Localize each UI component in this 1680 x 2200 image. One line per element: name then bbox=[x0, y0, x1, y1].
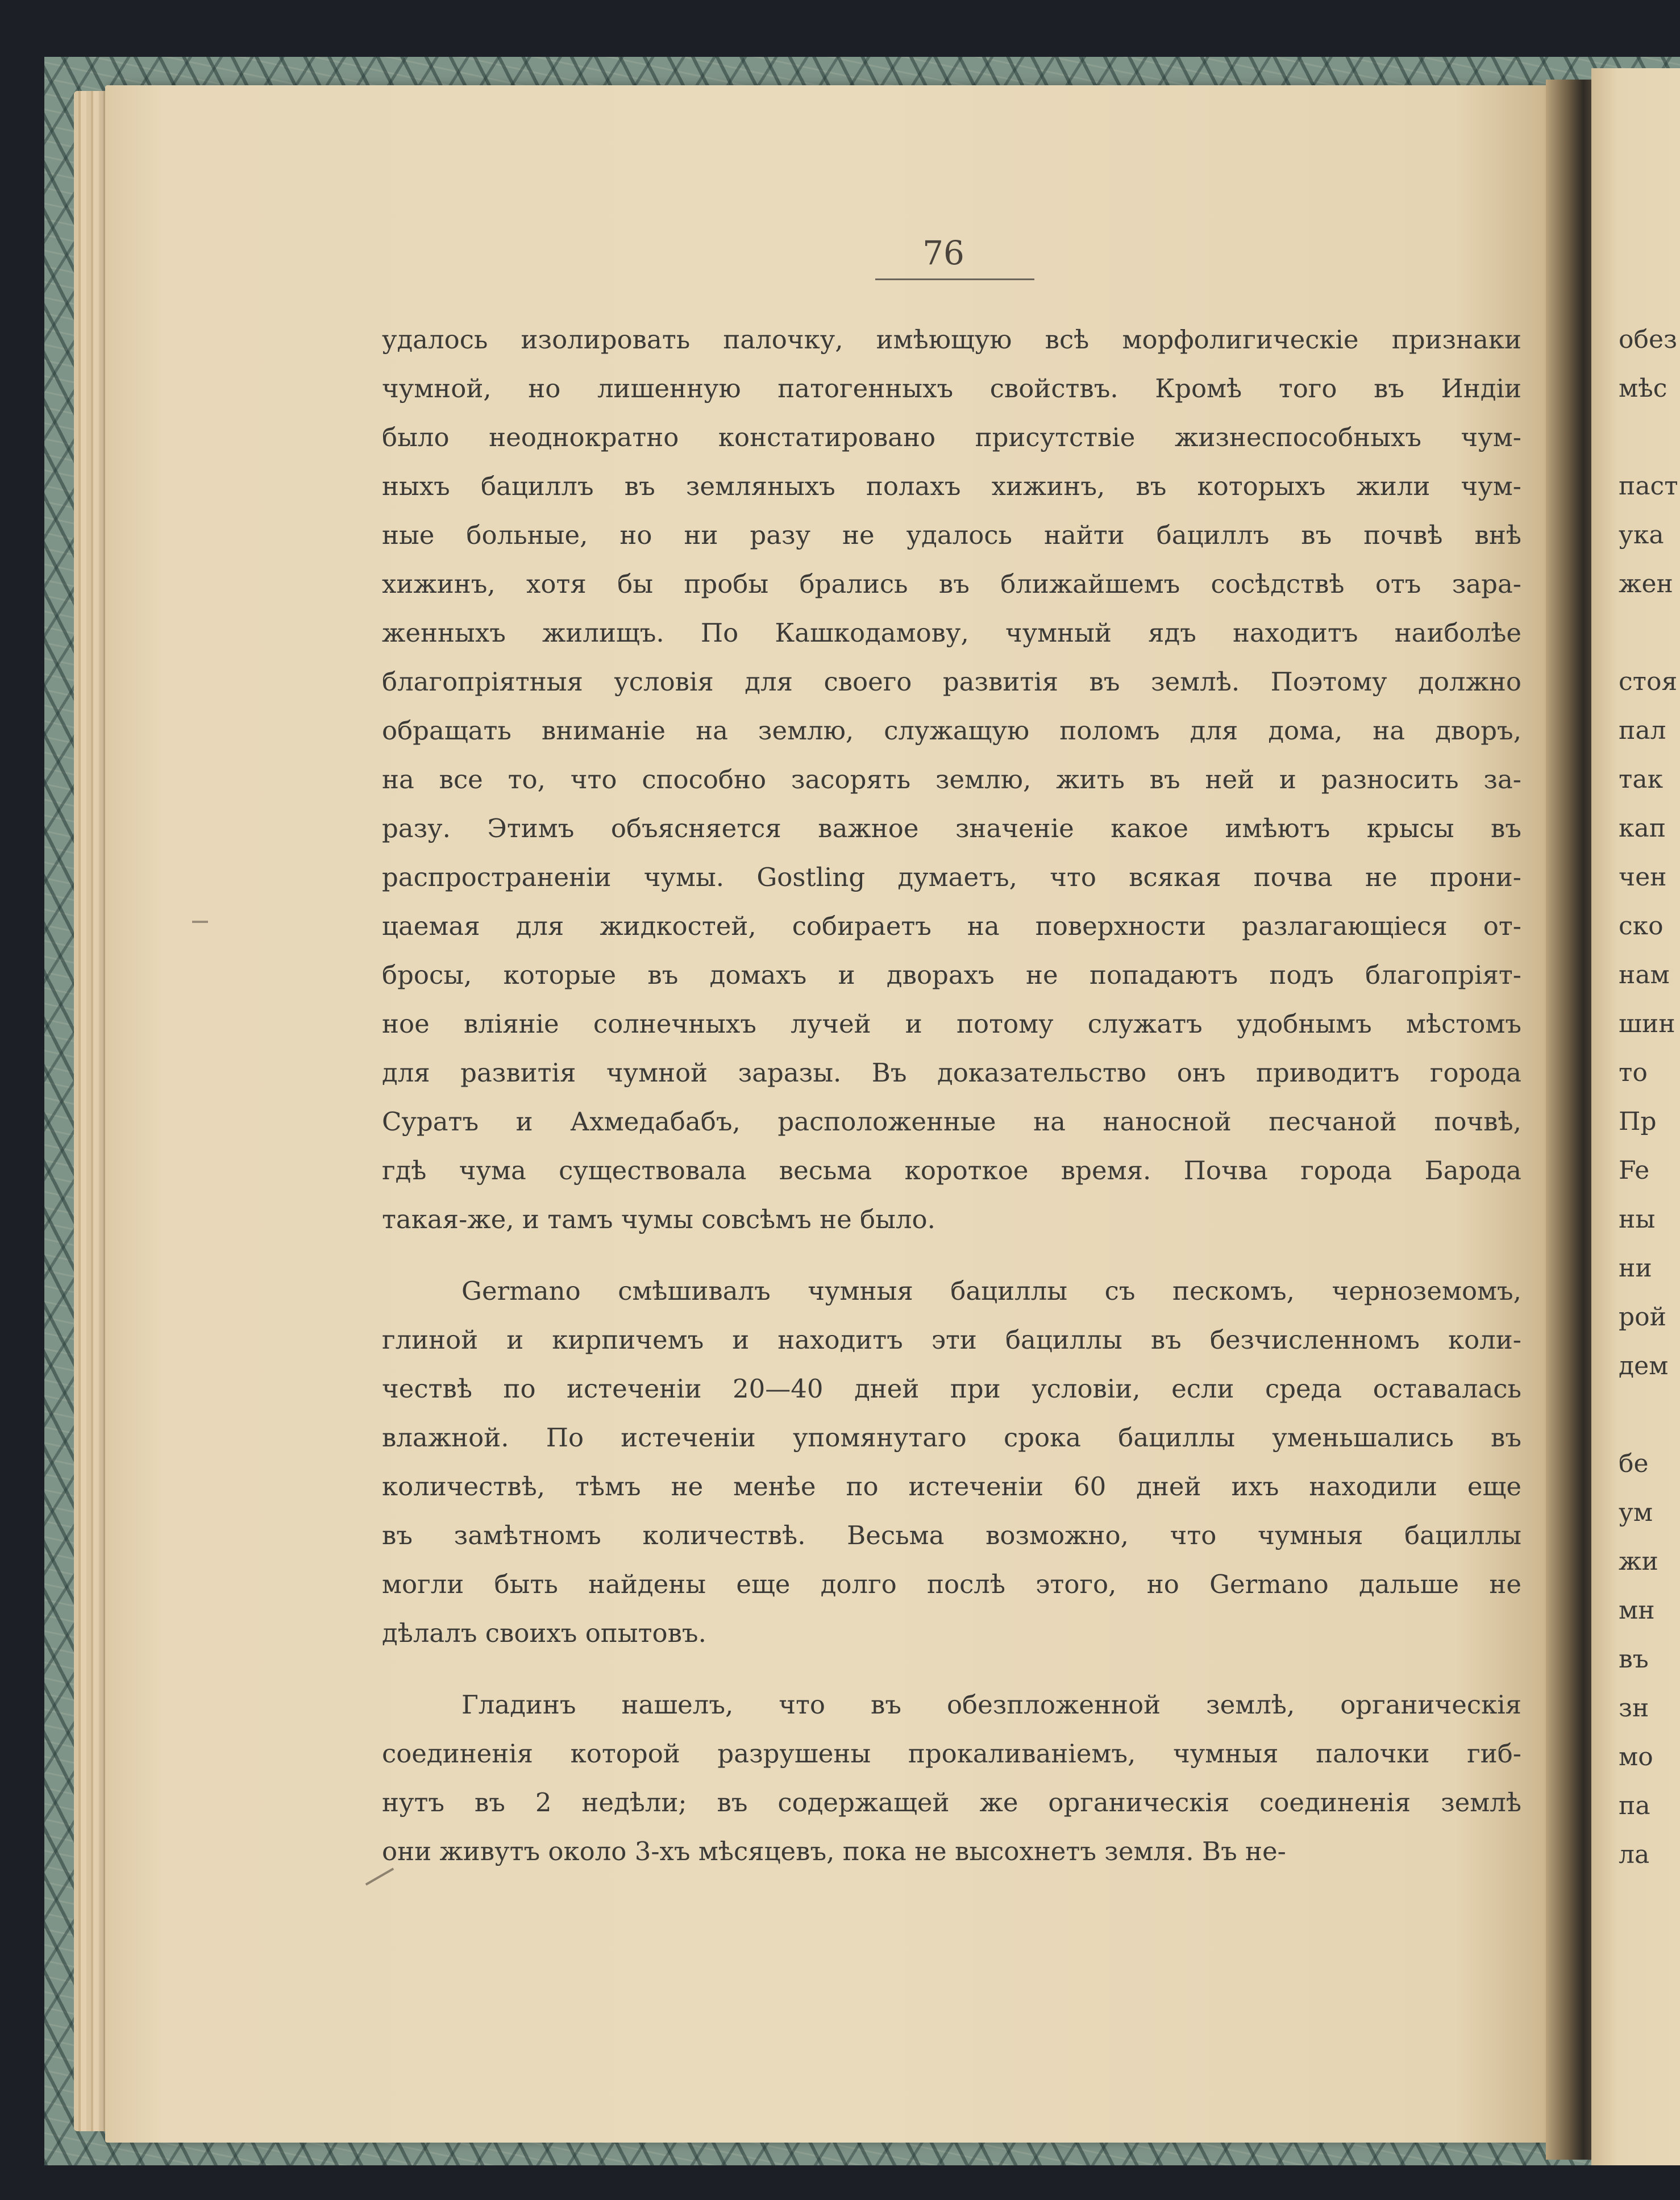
facing-text-fragment: паст bbox=[1619, 472, 1678, 501]
facing-text-fragment: жен bbox=[1619, 569, 1673, 598]
text-line: гдѣ чума существовала весьма короткое время. Почва города Барода bbox=[382, 1155, 1521, 1186]
text-line: ное вліяніе солнечныхъ лучей и потому служатъ удобнымъ мѣстомъ bbox=[382, 1009, 1521, 1039]
facing-text-fragment: бе bbox=[1619, 1449, 1649, 1478]
text-line: Germano смѣшивалъ чумныя бациллы съ пескомъ, черноземомъ, bbox=[461, 1276, 1521, 1306]
facing-text-fragment: пал bbox=[1619, 716, 1666, 745]
facing-text-fragment: рой bbox=[1619, 1303, 1666, 1332]
facing-text-fragment bbox=[1619, 1391, 1680, 1440]
facing-text-fragment bbox=[1619, 413, 1680, 462]
facing-text-fragment: жи bbox=[1619, 1547, 1658, 1576]
text-line: они живутъ около 3-хъ мѣсяцевъ, пока не высохнетъ земля. Въ не- bbox=[382, 1836, 1286, 1866]
text-line: цаемая для жидкостей, собираетъ на поверхности разлагающіеся от- bbox=[382, 911, 1521, 941]
facing-text-fragment: так bbox=[1619, 765, 1664, 794]
text-line: могли быть найдены еще долго послѣ этого, но Germano дальше не bbox=[382, 1569, 1521, 1599]
facing-text-fragment: Пр bbox=[1619, 1107, 1657, 1136]
text-line: такая-же, и тамъ чумы совсѣмъ не было. bbox=[382, 1204, 935, 1234]
text-line: въ замѣтномъ количествѣ. Весьма возможно, что чумныя бациллы bbox=[382, 1520, 1521, 1550]
text-line: дѣлалъ своихъ опытовъ. bbox=[382, 1618, 706, 1648]
text-line: хижинъ, хотя бы пробы брались въ ближайшемъ сосѣдствѣ отъ зара- bbox=[382, 569, 1521, 599]
page-number-rule bbox=[875, 278, 1034, 280]
text-line: Суратъ и Ахмедабабъ, расположенные на наносной песчаной почвѣ, bbox=[382, 1107, 1521, 1137]
text-line: бросы, которые въ домахъ и дворахъ не попадаютъ подъ благопріят- bbox=[382, 960, 1521, 990]
text-line: ныхъ бациллъ въ земляныхъ полахъ хижинъ, въ которыхъ жили чум- bbox=[382, 471, 1521, 501]
facing-text-fragment: па bbox=[1619, 1791, 1650, 1820]
facing-text-fragment: ум bbox=[1619, 1498, 1653, 1527]
facing-text-fragment: ни bbox=[1619, 1254, 1652, 1283]
facing-text-fragment: чен bbox=[1619, 863, 1667, 892]
text-line: благопріятныя условія для своего развитія въ землѣ. Поэтому должно bbox=[382, 667, 1521, 697]
page-text bbox=[382, 315, 1521, 1876]
text-line: удалось изолировать палочку, имѣющую всѣ морфолигическіе признаки bbox=[382, 325, 1521, 355]
facing-text-fragment: зн bbox=[1619, 1694, 1649, 1723]
paragraph bbox=[382, 1681, 1521, 1876]
facing-text-fragment bbox=[1619, 609, 1680, 658]
text-line: соединенія которой разрушены прокаливаніемъ, чумныя палочки гиб- bbox=[382, 1739, 1521, 1769]
facing-text-fragment: мо bbox=[1619, 1742, 1653, 1771]
facing-text-fragment: дем bbox=[1619, 1351, 1669, 1380]
facing-text-fragment: мѣс bbox=[1619, 374, 1667, 403]
text-line: для развитія чумной заразы. Въ доказательство онъ приводитъ города bbox=[382, 1058, 1521, 1088]
facing-text-fragment: ско bbox=[1619, 912, 1664, 941]
facing-text-fragment: стоя bbox=[1619, 667, 1678, 696]
text-line: на все то, что способно засорять землю, жить въ ней и разносить за- bbox=[382, 764, 1521, 795]
page-number: 76 bbox=[922, 234, 964, 272]
facing-text-fragment: въ bbox=[1619, 1645, 1649, 1674]
facing-text-fragment: мн bbox=[1619, 1596, 1655, 1625]
text-line: ные больные, но ни разу не удалось найти бациллъ въ почвѣ внѣ bbox=[382, 520, 1521, 550]
facing-text-fragment: ны bbox=[1619, 1205, 1656, 1234]
text-line: было неоднократно констатировано присутствіе жизнеспособныхъ чум- bbox=[382, 422, 1521, 452]
facing-text-fragment: то bbox=[1619, 1058, 1648, 1087]
facing-text-fragment: ла bbox=[1619, 1840, 1650, 1869]
facing-text-fragment: кап bbox=[1619, 814, 1666, 843]
text-line: Гладинъ нашелъ, что въ обезпложенной землѣ, органическія bbox=[461, 1690, 1521, 1720]
text-line: количествѣ, тѣмъ не менѣе по истеченіи 60 дней ихъ находили еще bbox=[382, 1471, 1521, 1502]
facing-text-fragment: ука bbox=[1619, 521, 1664, 550]
paragraph bbox=[382, 315, 1521, 1244]
margin-mark bbox=[192, 921, 208, 923]
text-line: распространеніи чумы. Gostling думаетъ, что всякая почва не прони- bbox=[382, 862, 1521, 892]
paragraph bbox=[382, 1267, 1521, 1658]
facing-text-fragment: нам bbox=[1619, 960, 1670, 989]
text-line: чумной, но лишенную патогенныхъ свойствъ. Кромѣ того въ Индіи bbox=[382, 373, 1521, 404]
text-line: обращать вниманіе на землю, служащую поломъ для дома, на дворъ, bbox=[382, 716, 1521, 746]
facing-text-fragment: шин bbox=[1619, 1009, 1675, 1038]
text-line: влажной. По истеченіи упомянутаго срока бациллы уменьшались въ bbox=[382, 1423, 1521, 1453]
facing-text-fragment: Fe bbox=[1619, 1156, 1650, 1185]
text-line: разу. Этимъ объясняется важное значеніе какое имѣютъ крысы въ bbox=[382, 813, 1521, 843]
facing-text-fragment: обез bbox=[1619, 325, 1678, 354]
text-line: женныхъ жилищъ. По Кашкодамову, чумный ядъ находитъ наиболѣе bbox=[382, 618, 1521, 648]
text-line: чествѣ по истеченіи 20—40 дней при условіи, если среда оставалась bbox=[382, 1374, 1521, 1404]
text-line: нутъ въ 2 недѣли; въ содержащей же органическія соединенія землѣ bbox=[382, 1787, 1521, 1818]
facing-page-text bbox=[1619, 315, 1680, 1879]
text-line: глиной и кирпичемъ и находитъ эти бациллы въ безчисленномъ коли- bbox=[382, 1325, 1521, 1355]
